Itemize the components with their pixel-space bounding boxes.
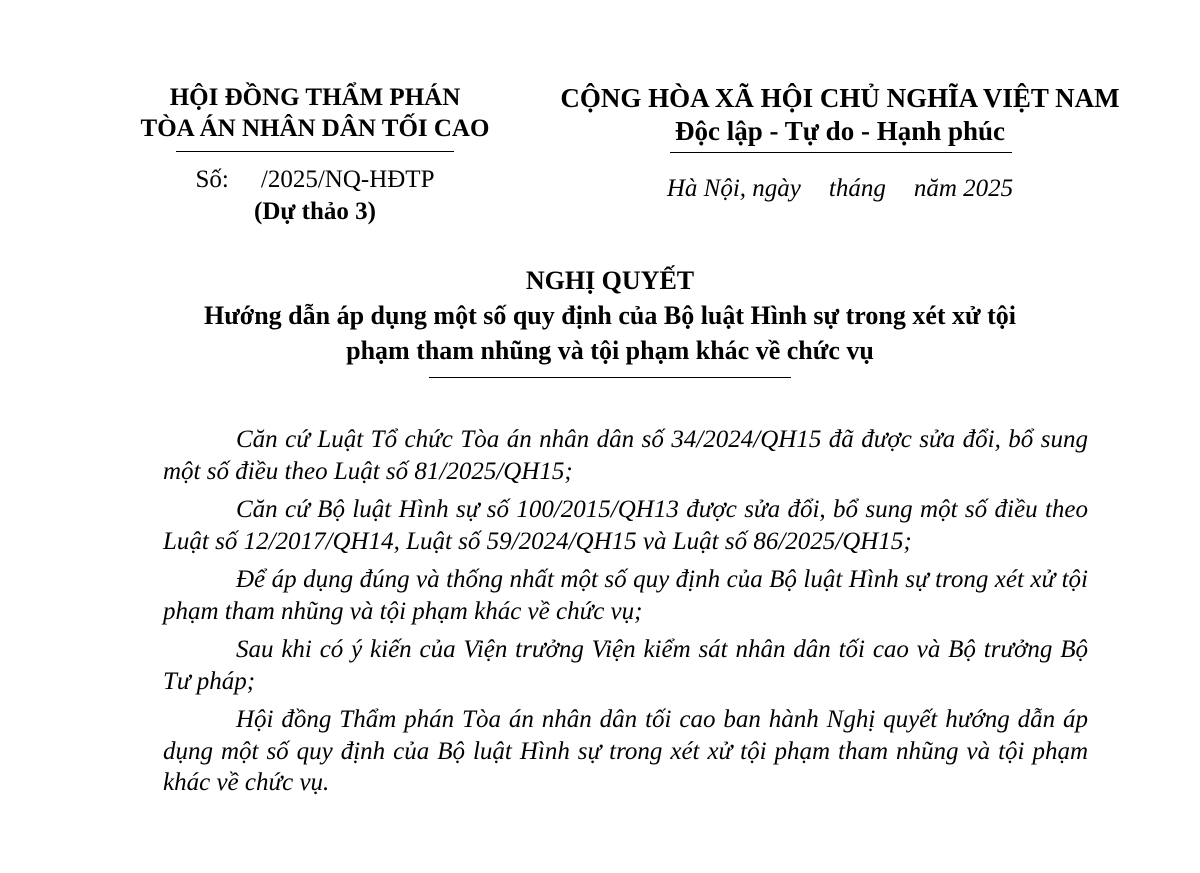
preamble-paragraph: Căn cứ Luật Tổ chức Tòa án nhân dân số 34/2024/QH15 đã được sửa đổi, bổ sung một số điều theo Luật số 81/2025/QH15;	[163, 426, 1088, 485]
document-subtitle-line1: Hướng dẫn áp dụng một số quy định của Bộ luật Hình sự trong xét xử tội	[203, 301, 1017, 330]
date-month: tháng	[828, 175, 886, 202]
date-place: Hà Nội, ngày	[666, 175, 801, 202]
preamble	[163, 424, 1088, 806]
authority-name-line1: HỘI ĐỒNG THẨM PHÁN	[169, 84, 461, 111]
document-title-block	[130, 264, 1090, 378]
document-number-label: Số:	[195, 166, 229, 193]
document-number-value: /2025/NQ-HĐTP	[260, 166, 435, 193]
preamble-paragraph: Hội đồng Thẩm phán Tòa án nhân dân tối cao ban hành Nghị quyết hướng dẫn áp dụng một số quy định của Bộ luật Hình sự trong xét xử tội phạm tham nhũng và tội phạm khác về chức vụ.	[163, 706, 1088, 796]
preamble-paragraph: Để áp dụng đúng và thống nhất một số quy định của Bộ luật Hình sự trong xét xử tội phạm tham nhũng và tội phạm khác về chức vụ;	[163, 566, 1088, 625]
draft-label: (Dự thảo 3)	[254, 198, 376, 225]
country-name: CỘNG HÒA XÃ HỘI CHỦ NGHĨA VIỆT NAM	[560, 83, 1120, 113]
document-subtitle-line2: phạm tham nhũng và tội phạm khác về chức vụ	[346, 336, 874, 365]
title-underline	[429, 377, 791, 378]
preamble-paragraph: Căn cứ Bộ luật Hình sự số 100/2015/QH13 được sửa đổi, bổ sung một số điều theo Luật số 12/2017/QH14, Luật số 59/2024/QH15 và Luật số 86/2025/QH15;	[163, 496, 1088, 555]
place-and-date	[530, 173, 1150, 204]
authority-name-line2: TÒA ÁN NHÂN DÂN TỐI CAO	[140, 115, 490, 142]
preamble-paragraph: Sau khi có ý kiến của Viện trưởng Viện kiểm sát nhân dân tối cao và Bộ trưởng Bộ Tư pháp;	[163, 636, 1088, 695]
document-type: NGHỊ QUYẾT	[525, 266, 695, 295]
national-motto: Độc lập - Tự do - Hạnh phúc	[674, 116, 1006, 146]
issuing-authority-block	[100, 82, 530, 227]
authority-underline	[176, 151, 454, 152]
national-header-block	[530, 82, 1150, 204]
document-number	[100, 164, 530, 195]
date-year: năm 2025	[913, 175, 1014, 202]
motto-underline	[670, 152, 1012, 153]
